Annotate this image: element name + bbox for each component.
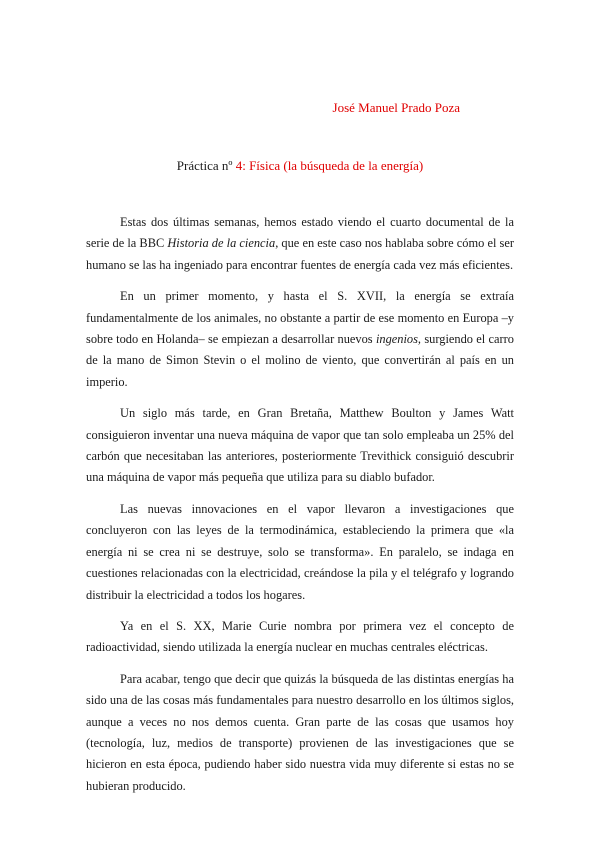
paragraph-1-text-a: Estas dos últimas semanas, hemos estado viendo el cuarto documental de la serie de la BBC <box>86 215 514 251</box>
document-title <box>0 158 600 174</box>
author-name: José Manuel Prado Poza <box>332 100 460 115</box>
paragraph-2-text-c: surgiendo el carro de la mano de Simon Stevin o el molino de viento, que convertirán al país en un imperio. <box>86 332 515 389</box>
paragraph-1-text-c: , que en este caso nos hablaba sobre cómo el ser humano se las ha ingeniado para encontrar fuentes de energía cada vez más eficientes. <box>86 236 514 272</box>
paragraph-4: Las nuevas innovaciones en el vapor llevaron a investigaciones que concluyeron con las leyes de la termodinámica, estableciendo la primera que «la energía ni se crea ni se destruye, solo se transforma». En paralelo, se indaga en cuestiones relacionadas con la electricidad, creándose la pila y el telégrafo y logrando distribuir la electricidad a todos los hogares. <box>86 501 514 602</box>
paragraph-2 <box>86 286 514 393</box>
document-body <box>86 212 514 807</box>
paragraph-3: Un siglo más tarde, en Gran Bretaña, Matthew Boulton y James Watt consiguieron inventar una nueva máquina de vapor que tan solo empleaba un 25% del carbón que necesitaban las anteriores, posteriormente Trevithick consiguió descubrir una máquina de vapor más pequeña que utiliza para su diablo bufador. <box>86 406 514 485</box>
series-title: Historia de la ciencia <box>167 236 276 251</box>
title-prefix: Práctica nº <box>176 158 233 173</box>
paragraph-5: Ya en el S. XX, Marie Curie nombra por primera vez el concepto de radioactividad, siendo utilizada la energía nuclear en muchas centrales eléctricas. <box>86 618 514 655</box>
title-topic: 4: Física (la búsqueda de la energía) <box>235 158 424 173</box>
paragraph-2-text-a: En un primer momento, y hasta el S. XVII, la energía se extraía fundamentalmente de los animales, no obstante a partir de ese momento en Europa –y sobre todo en Holanda– se empiezan a desarrollar nuevos <box>86 289 514 347</box>
ingenios-emphasis: ingenios, <box>375 332 422 347</box>
paragraph-1 <box>86 212 514 276</box>
paragraph-6: Para acabar, tengo que decir que quizás la búsqueda de las distintas energías ha sido una de las cosas más fundamentales para nuestro desarrollo en los últimos siglos, aunque a veces no nos demos cuenta. Gran parte de las cosas que usamos hoy (tecnología, luz, medios de transporte) provienen de las investigaciones que se hicieron en esta época, pudiendo haber sido nuestra vida muy diferente si estas no se hubieran producido. <box>86 671 514 793</box>
